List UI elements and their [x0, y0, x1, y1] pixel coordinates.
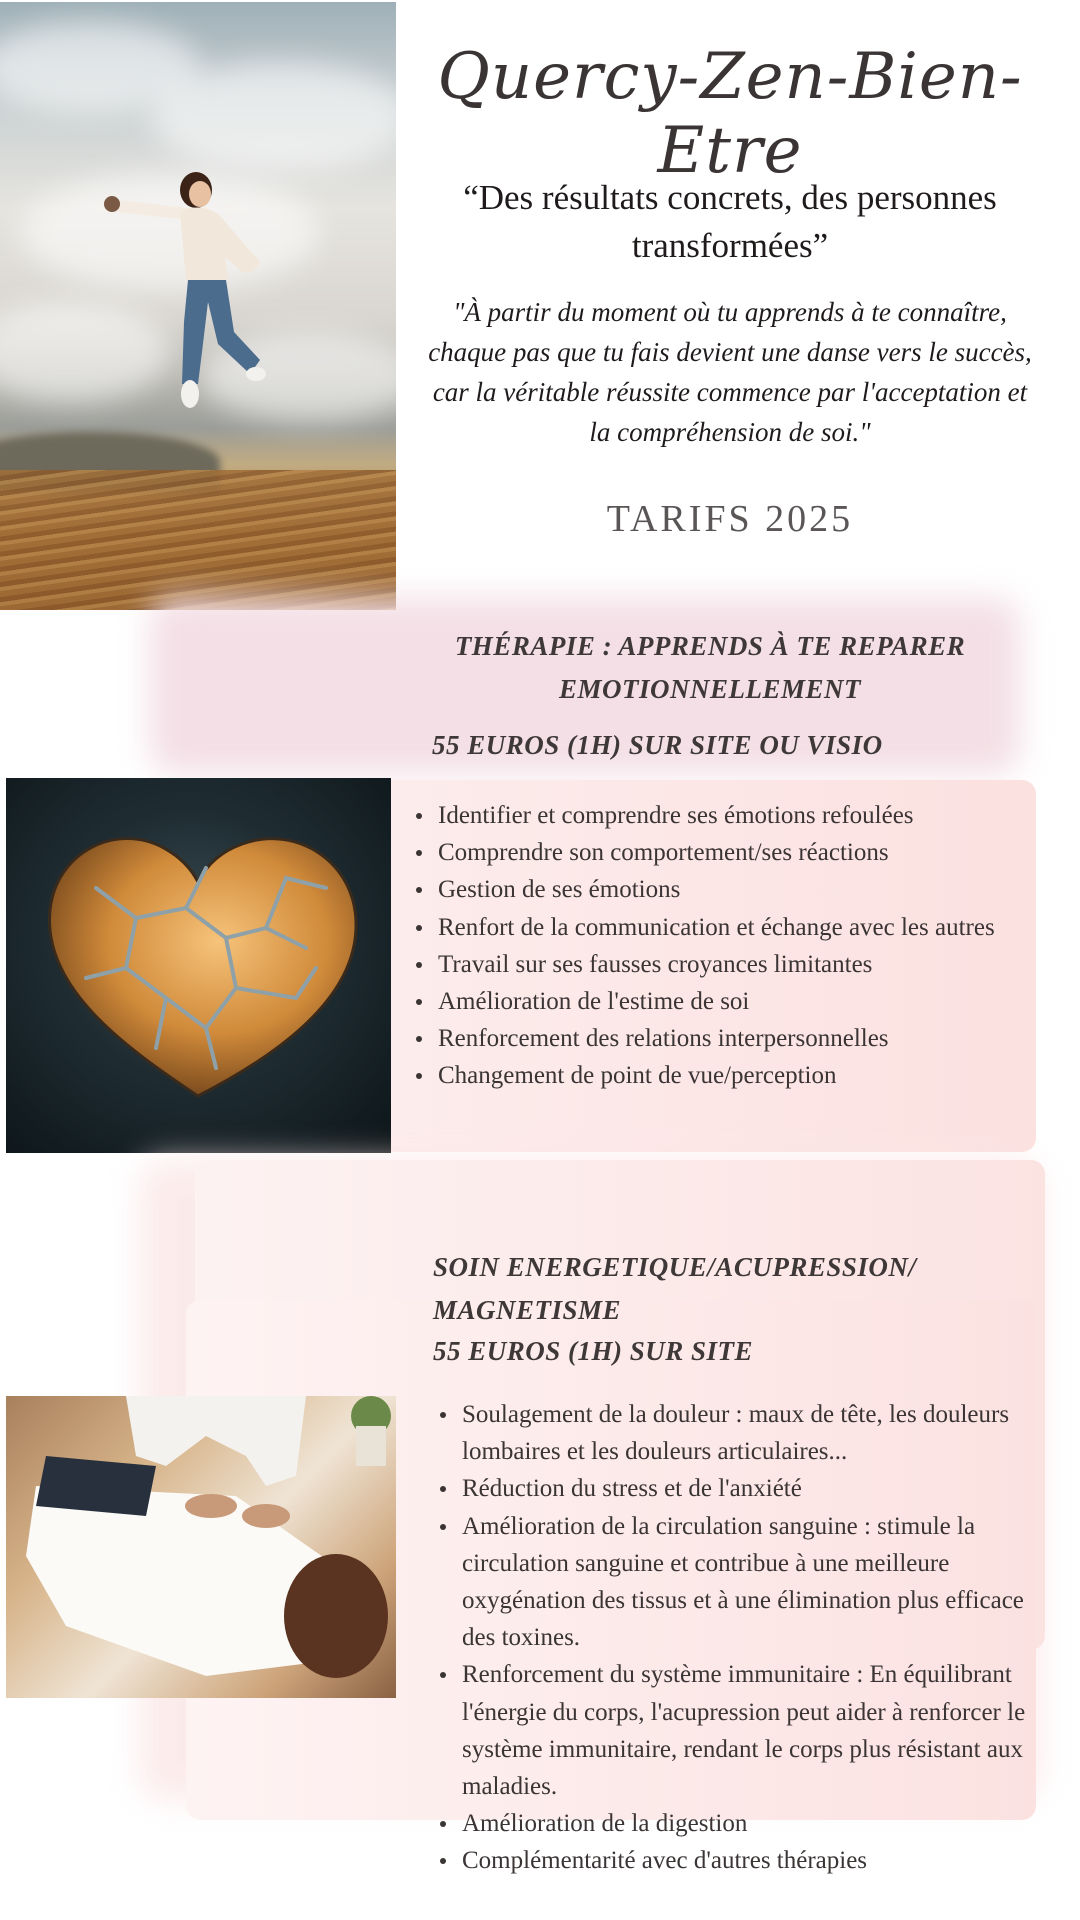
list-item: Gestion de ses émotions — [414, 871, 1014, 908]
tagline: “Des résultats concrets, des personnes transformées” — [463, 178, 997, 265]
list-item: Renforcement des relations interpersonnelles — [414, 1020, 1014, 1057]
tarifs-heading: TARIFS 2025 — [606, 498, 854, 540]
list-item: Renforcement du système immunitaire : En équilibrant l'énergie du corps, l'acupression peut aider à renforcer le système immunitaire, rendant le corps plus résistant aux maladies. — [438, 1656, 1038, 1805]
soin-price: 55 EUROS (1H) SUR SITE — [433, 1336, 754, 1366]
inspirational-quote: "À partir du moment où tu apprends à te connaître, chaque pas que tu fais devient une danse vers le succès, car la véritable réussite commence par l'acceptation et la compréhension de soi." — [428, 297, 1032, 447]
jumping-woman-photo — [0, 2, 396, 610]
soin-title: SOIN ENERGETIQUE/ACUPRESSION/ MAGNETISME — [433, 1252, 917, 1325]
list-item: Amélioration de l'estime de soi — [414, 983, 1014, 1020]
massage-photo — [6, 1396, 396, 1698]
list-item: Soulagement de la douleur : maux de tête, les douleurs lombaires et les douleurs articulaires... — [438, 1396, 1038, 1470]
list-item: Travail sur ses fausses croyances limitantes — [414, 946, 1014, 983]
list-item: Comprendre son comportement/ses réactions — [414, 834, 1014, 871]
soin-benefits-list — [438, 1396, 1038, 1880]
cracked-heart-photo — [6, 778, 391, 1153]
list-item: Amélioration de la circulation sanguine : stimule la circulation sanguine et contribue à une meilleure oxygénation des tissus et à une élimination plus efficace des toxines. — [438, 1508, 1038, 1657]
list-item: Réduction du stress et de l'anxiété — [438, 1470, 1038, 1507]
brand-logo-script: Quercy-Zen-Bien-Etre — [437, 40, 1023, 188]
list-item: Complémentarité avec d'autres thérapies — [438, 1842, 1038, 1879]
list-item: Changement de point de vue/perception — [414, 1057, 1014, 1094]
list-item: Amélioration de la digestion — [438, 1805, 1038, 1842]
list-item: Identifier et comprendre ses émotions refoulées — [414, 797, 1014, 834]
therapie-title: THÉRAPIE : APPRENDS À TE REPARER EMOTIONNELLEMENT — [454, 631, 966, 704]
therapie-price: 55 EUROS (1H) SUR SITE OU VISIO — [432, 730, 883, 760]
therapie-benefits-list — [414, 797, 1014, 1095]
list-item: Renfort de la communication et échange avec les autres — [414, 909, 1014, 946]
